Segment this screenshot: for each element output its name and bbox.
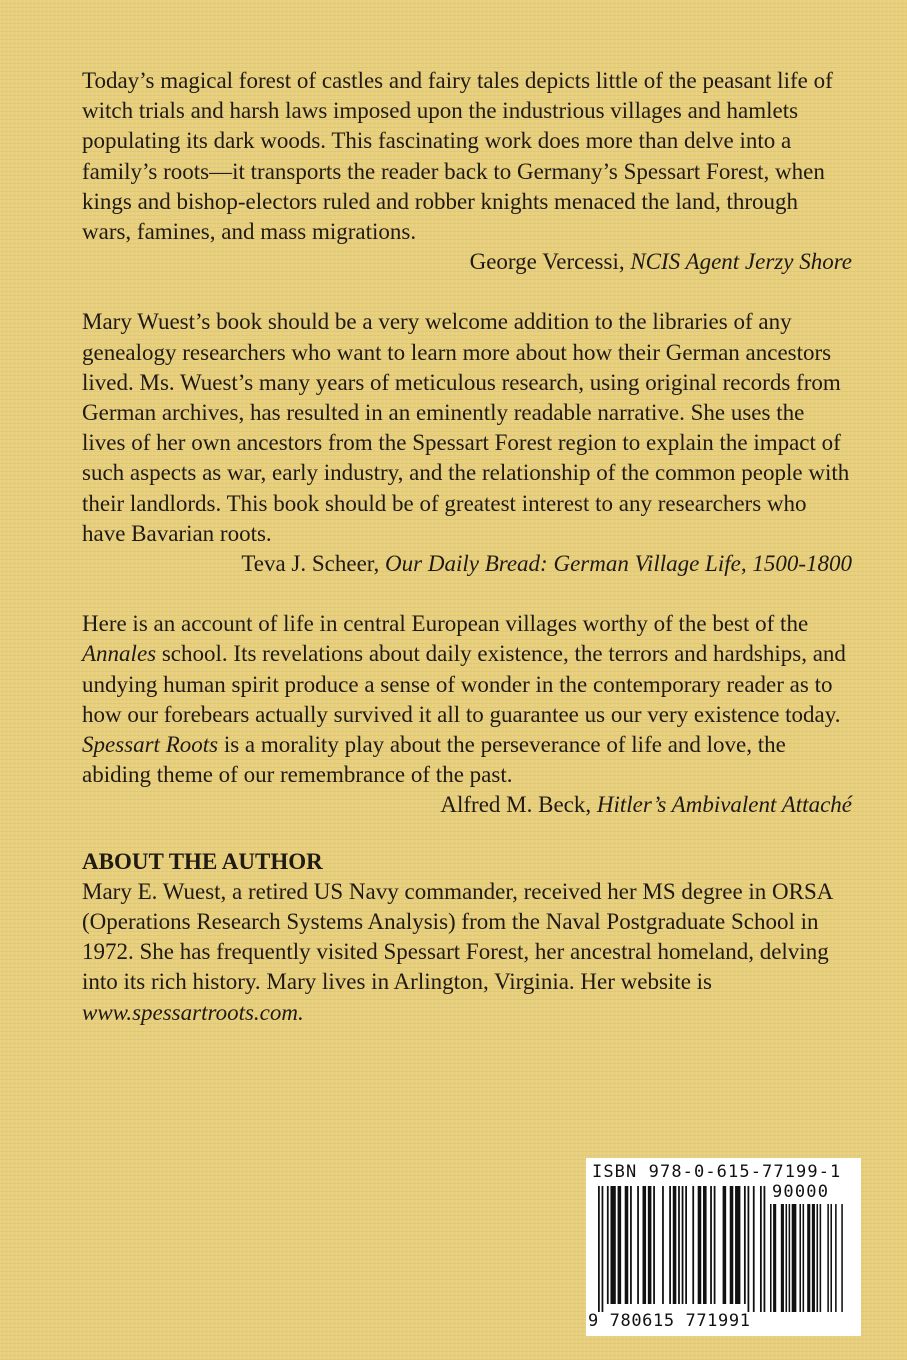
- barcode-bar: [799, 1204, 801, 1312]
- barcode-bar: [841, 1204, 843, 1312]
- barcode-bar: [730, 1186, 734, 1304]
- about-author-text: [82, 877, 852, 1028]
- barcode-bar: [698, 1186, 702, 1304]
- barcode-bar: [653, 1186, 655, 1304]
- barcode-bar: [748, 1186, 750, 1312]
- blurb-1-work: NCIS Agent Jerzy Shore: [630, 249, 852, 275]
- blurb-3-work: Hitler’s Ambivalent Attaché: [596, 792, 852, 818]
- barcode-bar: [835, 1204, 837, 1312]
- barcode-bar: [789, 1204, 791, 1312]
- barcode-bar: [820, 1204, 822, 1312]
- barcode-bar: [817, 1204, 819, 1312]
- barcode-bar: [830, 1204, 832, 1312]
- blurb-2-author: Teva J. Scheer,: [241, 551, 380, 577]
- blurb-3-text-a: Here is an account of life in central European villages worthy of the best of the: [82, 611, 809, 637]
- barcode-bar: [643, 1186, 647, 1304]
- blurb-3-author: Alfred M. Beck,: [440, 792, 592, 818]
- barcode-bar: [662, 1186, 664, 1304]
- barcode-bar: [773, 1204, 776, 1312]
- barcode-bar: [803, 1204, 805, 1312]
- barcode-bar: [786, 1204, 788, 1312]
- ean13-bars: [598, 1186, 766, 1314]
- barcode-bar: [753, 1186, 755, 1312]
- blurb-3-attribution: [82, 790, 852, 820]
- isbn-label: ISBN 978-0-615-77199-1: [592, 1162, 842, 1182]
- blurb-3-text-c: is a morality play about the perseverance of life and love, the abiding theme of our remembrance of the past.: [82, 732, 786, 788]
- barcode-bar: [625, 1186, 629, 1304]
- blurb-3-italic-title: Spessart Roots: [82, 732, 219, 758]
- about-author-heading: ABOUT THE AUTHOR: [82, 848, 323, 874]
- barcode-bar: [760, 1186, 762, 1312]
- blurb-3-italic-annales: Annales: [82, 641, 157, 667]
- blurb-2-attribution: [82, 549, 852, 579]
- barcode-bar: [827, 1204, 829, 1312]
- barcode-bar: [610, 1186, 615, 1304]
- barcode-bar: [678, 1186, 680, 1304]
- barcode-bar: [703, 1186, 707, 1304]
- blurb-1-author: George Vercessi,: [469, 249, 625, 275]
- barcode-bar: [744, 1186, 746, 1304]
- author-website: www.spessartroots.com.: [82, 999, 304, 1025]
- barcode-bar: [685, 1186, 687, 1304]
- blurb-1-attribution: [82, 247, 852, 277]
- barcode-bar: [692, 1186, 694, 1304]
- barcode-bar: [812, 1204, 815, 1312]
- barcode-bar: [669, 1186, 671, 1304]
- barcode-bar: [607, 1186, 609, 1304]
- blurb-3-text-b: school. Its revelations about daily existence, the terrors and hardships, and undying human spirit produce a sense of wonder in the contemporary reader as to how our forebears actually survived it all to guarantee us our very existence today.: [82, 641, 846, 727]
- barcode-bar: [648, 1186, 652, 1304]
- barcode-bar: [710, 1186, 712, 1304]
- blurb-2-text: Mary Wuest’s book should be a very welcome addition to the libraries of any genealogy researchers who want to learn more about how their German ancestors lived. Ms. Wuest’s many years of meticulous research, using original records from German archives, has resulted in an eminently readable narrative. She uses the lives of her own ancestors from the Spessart Forest region to explain the impact of such aspects as war, early industry, and the relationship of the common people with their landlords. This book should be of greatest interest to any researchers who have Bavarian roots.: [82, 309, 850, 546]
- barcode-bar: [673, 1186, 677, 1304]
- barcode-bar: [618, 1186, 622, 1304]
- barcode-bar: [723, 1186, 727, 1304]
- price-code: 90000: [772, 1182, 830, 1202]
- barcode-bar: [602, 1186, 604, 1312]
- about-author-body: Mary E. Wuest, a retired US Navy commander, received her MS degree in ORSA (Operations Research Systems Analysis) from the Naval Postgraduate School in 1972. She has frequently visited Spessart Forest, her ancestral homeland, delving into its rich history. Mary lives in Arlington, Virginia. Her website is: [82, 878, 833, 995]
- barcode-bar: [792, 1204, 797, 1312]
- addon-bars: [770, 1204, 854, 1314]
- barcode-bar: [770, 1204, 772, 1312]
- barcode-bar: [598, 1186, 600, 1312]
- barcode-bar: [637, 1186, 639, 1304]
- blurb-2-work: Our Daily Bread: German Village Life, 1500-1800: [385, 551, 852, 577]
- isbn-barcode: [586, 1158, 861, 1336]
- isbn-digits: 9 780615 771991: [588, 1311, 751, 1331]
- barcode-bar: [682, 1186, 684, 1304]
- barcode-bar: [735, 1186, 740, 1304]
- blurb-1-text: Today’s magical forest of castles and fairy tales depicts little of the peasant life of witch trials and harsh laws imposed upon the industrious villages and hamlets populating its dark woods. This fascinating work does more than delve into a family’s roots—it transports the reader back to Germany’s Spessart Forest, when kings and bishop-electors ruled and robber knights menaced the land, through wars, famines, and mass migrations.: [82, 68, 833, 245]
- blurb-3-text: [82, 609, 852, 790]
- barcode-bar: [764, 1186, 766, 1312]
- barcode-bar: [630, 1186, 632, 1304]
- barcode-bar: [714, 1186, 716, 1304]
- back-cover-text: [82, 66, 852, 1028]
- barcode-bar: [781, 1204, 784, 1312]
- barcode-bar: [807, 1204, 810, 1312]
